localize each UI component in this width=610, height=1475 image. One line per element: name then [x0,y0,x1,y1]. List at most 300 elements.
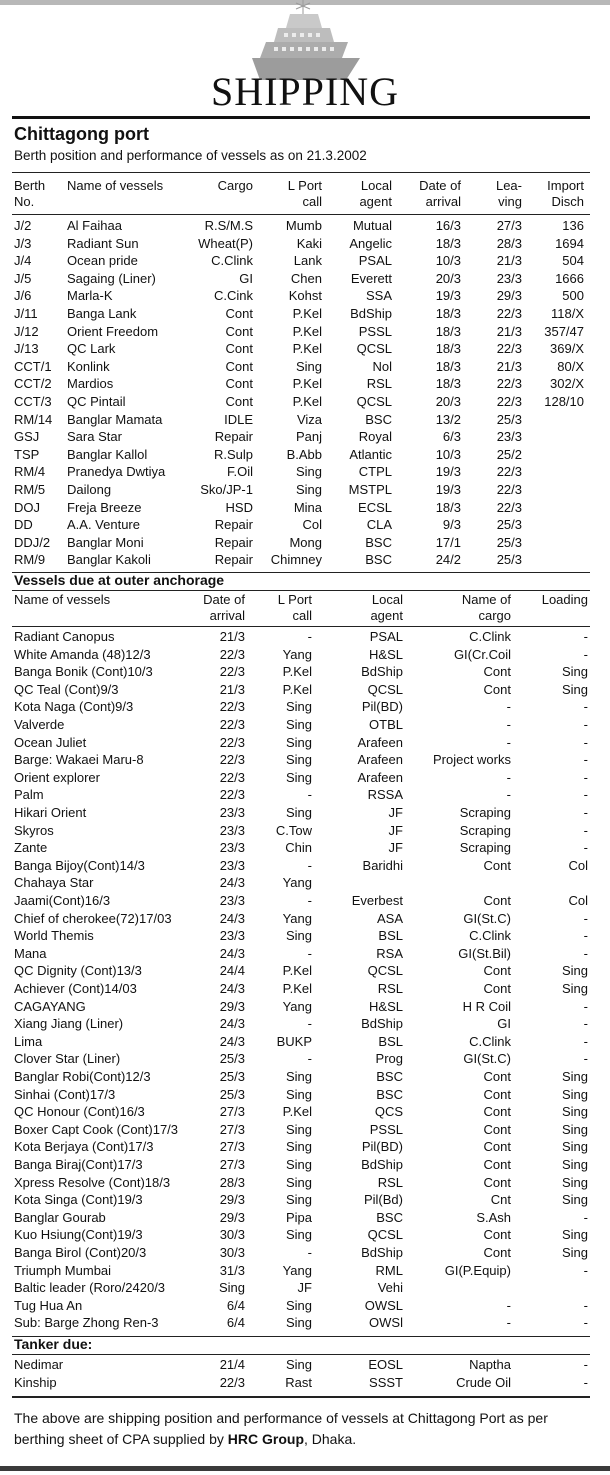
anchorage-cell: Cont [483,1069,511,1084]
anchorage-cell: Zante [14,840,48,856]
berth-cell: 1666 [555,270,584,286]
anchorage-cell: 31/3 [219,1262,245,1278]
anchorage-cell: BSC [376,1209,403,1225]
berth-cell: R.Sulp [213,446,253,462]
berth-cell: PSAL [358,253,392,269]
rule [12,590,590,591]
anchorage-cell: 22/3 [219,664,245,680]
berth-cell: 21/3 [496,358,522,374]
berth-cell: 19/3 [435,288,461,304]
anchorage-cell: GI(St.C) [463,1051,511,1067]
anchorage-cell: JF [388,805,403,820]
berth-cell: 18/3 [435,376,461,392]
anchorage-cell: Banga Biraj(Cont)17/3 [14,1157,143,1172]
anchorage-cell: BdShip [361,1157,403,1172]
berth-cell: 23/3 [496,429,522,445]
anchorage-cell: Cont [483,981,511,996]
berth-cell: CCT/2 [14,376,52,392]
anchorage-cell: QCSL [367,963,403,979]
berth-cell: Konlink [67,358,110,374]
anchorage-cell: Chin [285,840,312,856]
anchorage-cell: Mana [14,945,47,961]
berth-cell: Cont [225,394,253,409]
anchorage-cell: 21/3 [219,681,245,697]
anchorage-cell: Sing [285,1297,312,1313]
anchorage-cell: Sing [561,1157,588,1172]
berth-cell: Angelic [349,235,392,251]
berth-cell: IDLE [224,411,253,427]
anchorage-header-cell: Local [371,592,403,607]
berth-cell: 13/2 [435,411,461,427]
anchorage-cell: - [583,805,588,820]
anchorage-cell: - [583,1033,588,1049]
anchorage-cell: - [583,998,588,1014]
anchorage-cell: C.Clink [469,1033,511,1049]
anchorage-cell: Xpress Resolve (Cont)18/3 [14,1174,171,1190]
berth-cell: R.S/M.S [204,218,253,233]
berth-cell: Mina [293,499,322,515]
anchorage-cell: Triumph Mumbai [14,1262,112,1278]
anchorage-cell: P.Kel [282,681,312,697]
anchorage-cell: Sing [561,1069,588,1084]
anchorage-cell: Barge: Wakaei Maru-8 [14,752,144,768]
berth-cell: 10/3 [435,253,461,269]
berth-cell: Banga Lank [67,306,137,321]
anchorage-cell: Sing [285,752,312,768]
berth-cell: Marla-K [67,288,113,304]
anchorage-cell: Sing [561,1192,588,1208]
tanker-cell: SSST [369,1374,403,1390]
berth-cell: 504 [562,253,584,269]
anchorage-cell: 25/3 [219,1051,245,1067]
berth-cell: Ocean pride [67,253,138,269]
anchorage-cell: - [506,699,511,715]
anchorage-heading: Vessels due at outer anchorage [14,572,225,588]
anchorage-cell: P.Kel [282,664,312,680]
footnote-text-end: , Dhaka. [304,1431,357,1447]
anchorage-cell: BSL [378,928,403,944]
anchorage-cell: - [583,1297,588,1313]
anchorage-cell: Sing [561,1139,588,1155]
berth-cell: 27/3 [496,218,522,233]
berth-cell: 25/3 [496,534,522,550]
anchorage-cell: Sing [285,928,312,944]
berth-header-cell: Name of vessels [67,178,164,193]
berth-cell: 18/3 [435,499,461,515]
berth-cell: RM/5 [14,482,46,497]
berth-cell: SSA [365,288,392,304]
tanker-cell: EOSL [368,1357,403,1372]
berth-cell: 22/3 [496,499,522,515]
rule [12,172,590,173]
berth-cell: Mardios [67,376,114,392]
berth-cell: 302/X [550,376,584,392]
anchorage-cell: Sing [285,1315,312,1331]
anchorage-cell: - [583,928,588,944]
anchorage-cell: 22/3 [219,752,245,768]
anchorage-cell: Ocean Juliet [14,734,87,750]
anchorage-cell: Xiang Jiang (Liner) [14,1016,124,1032]
anchorage-cell: RSSA [367,787,403,803]
anchorage-cell: 23/3 [219,840,245,856]
anchorage-cell: Cont [483,1227,511,1243]
berth-cell: Freja Breeze [67,499,142,515]
berth-cell: MSTPL [348,482,392,497]
anchorage-cell: - [506,1297,511,1313]
berth-cell: Panj [295,429,322,445]
berth-cell: DDJ/2 [14,534,51,550]
berth-cell: QCSL [356,341,392,357]
anchorage-cell: Sing [285,1227,312,1243]
anchorage-cell: Valverde [14,717,65,732]
anchorage-cell: QC Teal (Cont)9/3 [14,681,119,697]
berth-cell: Kohst [288,288,322,304]
anchorage-cell: - [307,1016,312,1032]
berth-cell: Banglar Moni [67,534,144,550]
berth-cell: 19/3 [435,482,461,497]
anchorage-cell: 24/3 [219,981,245,996]
anchorage-cell: Scraping [459,840,511,856]
anchorage-cell: Boxer Capt Cook (Cont)17/3 [14,1121,179,1137]
anchorage-cell: BUKP [276,1033,312,1049]
berth-cell: 22/3 [496,482,522,497]
footnote-company: HRC Group [227,1431,304,1447]
anchorage-cell: Jaami(Cont)16/3 [14,893,111,908]
anchorage-cell: 22/3 [219,717,245,732]
anchorage-cell: 27/3 [219,1139,245,1155]
anchorage-header-cell: cargo [478,608,511,623]
berth-cell: J/6 [14,288,32,304]
berth-cell: 25/3 [496,552,522,568]
anchorage-cell: 23/3 [219,857,245,873]
anchorage-cell: Yang [282,910,312,926]
anchorage-cell: 22/3 [219,646,245,662]
anchorage-cell: Col [568,893,588,908]
anchorage-cell: Yang [282,998,312,1014]
anchorage-cell: Sing [285,1121,312,1137]
anchorage-cell: RSA [376,945,403,961]
berth-cell: BSC [365,552,392,568]
anchorage-cell: Cont [483,1157,511,1172]
anchorage-cell: Cont [483,1174,511,1190]
anchorage-cell: Pil(BD) [361,1139,403,1155]
berth-cell: F.Oil [227,464,253,480]
anchorage-cell: BSL [378,1033,403,1049]
anchorage-cell: BdShip [361,1016,403,1032]
berth-cell: Sara Star [67,429,122,445]
berth-cell: 22/3 [496,306,522,321]
anchorage-cell: Sing [218,1280,245,1296]
anchorage-cell: C.Clink [469,629,511,644]
berth-cell: 24/2 [435,552,461,568]
anchorage-header-cell: arrival [209,608,245,623]
anchorage-cell: Cnt [490,1192,511,1208]
rule [12,1396,590,1398]
anchorage-cell: Cont [483,963,511,979]
anchorage-cell: Skyros [14,822,54,838]
berth-cell: Everett [350,270,392,286]
berth-cell: J/4 [14,253,32,269]
anchorage-cell: Lima [14,1033,43,1049]
anchorage-cell: H&SL [369,646,403,662]
berth-cell: C.Cink [213,288,253,304]
page-title: SHIPPING [210,69,400,114]
tanker-cell: Kinship [14,1374,57,1390]
anchorage-cell: PSAL [369,629,403,644]
anchorage-cell: Kuo Hsiung(Cont)19/3 [14,1227,143,1243]
berth-cell: Repair [214,517,253,533]
berth-cell: C.Clink [211,253,253,269]
anchorage-cell: Sinhai (Cont)17/3 [14,1086,116,1102]
berth-cell: Repair [214,429,253,445]
anchorage-cell: - [506,787,511,803]
anchorage-cell: - [307,787,312,803]
anchorage-cell: Clover Star (Liner) [14,1051,121,1067]
berth-cell: HSD [225,499,253,515]
berth-cell: B.Abb [286,446,322,462]
berth-cell: 369/X [550,341,584,357]
berth-cell: Viza [296,411,322,427]
anchorage-cell: White Amanda (48)12/3 [14,646,151,662]
berth-cell: Banglar Kallol [67,446,148,462]
berth-cell: GI [239,270,253,286]
anchorage-cell: Scraping [459,822,511,838]
tanker-heading: Tanker due: [14,1336,93,1352]
anchorage-cell: - [583,1315,588,1331]
anchorage-cell: Banglar Gourab [14,1209,106,1225]
anchorage-cell: RML [375,1262,403,1278]
berth-cell: 22/3 [496,394,522,409]
berth-cell: 18/3 [435,323,461,339]
anchorage-cell: Orient explorer [14,769,100,785]
berth-cell: CCT/3 [14,394,52,409]
berth-header-cell: arrival [425,194,461,209]
anchorage-cell: 22/3 [219,787,245,803]
rule [12,214,590,215]
berth-cell: 18/3 [435,306,461,321]
anchorage-cell: BSC [376,1069,403,1084]
berth-header-cell: agent [359,194,392,209]
berth-cell: J/5 [14,270,32,286]
anchorage-cell: - [307,893,312,908]
berth-cell: 28/3 [496,235,522,251]
anchorage-cell: BSC [376,1086,403,1102]
berth-cell: 1694 [555,235,584,251]
berth-cell: Sagaing (Liner) [67,270,156,286]
berth-cell: Mong [289,534,322,550]
anchorage-cell: Sing [285,717,312,732]
berth-cell: Repair [214,552,253,568]
berth-cell: 128/10 [544,394,584,409]
berth-cell: 25/3 [496,517,522,533]
anchorage-cell: Sing [285,1069,312,1084]
berth-cell: J/11 [14,306,38,321]
anchorage-cell: GI(St.C) [463,910,511,926]
berth-cell: J/13 [14,341,39,357]
title-rule [12,116,590,119]
anchorage-cell: BdShip [361,1245,403,1260]
anchorage-cell: - [583,1016,588,1032]
anchorage-cell: Sing [285,1086,312,1102]
anchorage-cell: JF [388,840,403,856]
anchorage-cell: 29/3 [219,1209,245,1225]
anchorage-cell: Sing [561,1227,588,1243]
berth-cell: 22/3 [496,464,522,480]
anchorage-cell: QC Dignity (Cont)13/3 [14,963,142,979]
anchorage-cell: Everbest [351,893,403,908]
berth-cell: ECSL [358,499,392,515]
anchorage-cell: Prog [375,1051,403,1067]
tanker-cell: 22/3 [219,1374,245,1390]
anchorage-cell: Cont [483,1104,511,1120]
anchorage-cell: - [583,646,588,662]
anchorage-cell: GI(Cr.Coil [453,646,511,662]
berth-cell: CTPL [358,464,392,480]
anchorage-cell: Achiever (Cont)14/03 [14,981,137,996]
anchorage-cell: - [583,734,588,750]
berth-cell: 17/1 [435,534,461,550]
anchorage-cell: JF [388,822,403,838]
tanker-cell: Sing [285,1357,312,1372]
anchorage-cell: - [307,629,312,644]
berth-cell: P.Kel [292,376,322,392]
berth-cell: RM/9 [14,552,46,568]
anchorage-cell: Sing [285,1192,312,1208]
anchorage-cell: 24/3 [219,910,245,926]
anchorage-cell: Arafeen [357,752,403,768]
anchorage-cell: Sing [285,1157,312,1172]
berth-cell: 6/3 [442,429,461,445]
anchorage-cell: QC Honour (Cont)16/3 [14,1104,145,1120]
anchorage-cell: 24/3 [219,875,245,891]
berth-cell: Atlantic [349,446,392,462]
anchorage-cell: 27/3 [219,1157,245,1172]
anchorage-cell: Sing [561,963,588,979]
anchorage-cell: 6/4 [226,1297,245,1313]
anchorage-cell: - [307,945,312,961]
subtitle: Berth position and performance of vessels as on 21.3.2002 [14,148,367,163]
anchorage-cell: H R Coil [462,998,511,1014]
berth-cell: Banglar Kakoli [67,552,151,568]
tanker-cell: - [583,1374,588,1390]
tanker-cell: Nedimar [14,1357,64,1372]
anchorage-cell: - [307,857,312,873]
anchorage-cell: 28/3 [219,1174,245,1190]
anchorage-cell: - [583,629,588,644]
berth-cell: 19/3 [435,464,461,480]
anchorage-cell: RSL [377,1174,403,1190]
anchorage-cell: Radiant Canopus [14,629,115,644]
anchorage-cell: 22/3 [219,699,245,715]
anchorage-cell: - [583,1051,588,1067]
anchorage-cell: Sing [561,664,588,680]
berth-cell: Mutual [352,218,392,233]
berth-cell: Al Faihaa [67,218,122,233]
berth-cell: GSJ [14,429,40,445]
berth-cell: 21/3 [496,323,522,339]
anchorage-cell: Sub: Barge Zhong Ren-3 [14,1315,159,1331]
anchorage-cell: 6/4 [226,1315,245,1331]
anchorage-cell: 27/3 [219,1121,245,1137]
berth-cell: 10/3 [435,446,461,462]
anchorage-cell: Yang [282,646,312,662]
anchorage-cell: Baridhi [362,857,403,873]
berth-cell: Lank [293,253,322,269]
anchorage-cell: - [583,1209,588,1225]
anchorage-cell: Project works [432,752,511,768]
berth-cell: QCSL [356,394,392,409]
anchorage-cell: - [583,822,588,838]
berth-header-cell: L Port [287,178,322,193]
berth-header-cell: ving [498,194,522,209]
anchorage-header-cell: Name of [461,592,511,607]
berth-header-cell: Lea- [495,178,522,193]
anchorage-cell: 23/3 [219,928,245,944]
bottom-rule [0,1466,610,1471]
rule [12,626,590,627]
anchorage-cell: - [307,1051,312,1067]
anchorage-cell: 24/4 [219,963,245,979]
anchorage-cell: Palm [14,787,44,803]
anchorage-cell: 22/3 [219,734,245,750]
anchorage-cell: - [583,840,588,856]
anchorage-cell: - [583,752,588,768]
berth-cell: Cont [225,358,253,374]
berth-cell: DOJ [14,499,40,515]
anchorage-cell: World Themis [14,928,94,944]
berth-cell: 9/3 [442,517,461,533]
anchorage-cell: - [506,769,511,785]
anchorage-cell: Chahaya Star [14,875,94,891]
anchorage-cell: Pil(Bd) [363,1192,403,1208]
anchorage-cell: Pil(BD) [361,699,403,715]
anchorage-cell: Vehi [377,1280,403,1296]
anchorage-cell: - [307,1245,312,1260]
berth-cell: 20/3 [435,394,461,409]
berth-cell: 80/X [557,358,584,374]
berth-cell: 18/3 [435,235,461,251]
anchorage-cell: Tug Hua An [14,1297,83,1313]
berth-cell: Chimney [270,552,322,568]
anchorage-cell: Hikari Orient [14,805,87,820]
anchorage-cell: 29/3 [219,1192,245,1208]
berth-cell: Dailong [67,482,112,497]
anchorage-cell: QCSL [367,1227,403,1243]
berth-cell: Radiant Sun [67,235,139,251]
berth-cell: 25/3 [496,411,522,427]
berth-cell: Cont [225,341,253,357]
berth-cell: Royal [358,429,392,445]
berth-cell: CCT/1 [14,358,52,374]
anchorage-cell: Sing [561,1174,588,1190]
berth-cell: P.Kel [292,323,322,339]
berth-cell: QC Pintail [67,394,126,409]
berth-cell: BSC [365,534,392,550]
berth-cell: 500 [562,288,584,304]
berth-header-cell: Date of [419,178,461,193]
berth-cell: Cont [225,306,253,321]
anchorage-cell: Banglar Robi(Cont)12/3 [14,1069,151,1084]
anchorage-cell: - [506,717,511,732]
anchorage-cell: 30/3 [219,1245,245,1260]
berth-header-cell: No. [14,194,35,209]
berth-cell: 21/3 [496,253,522,269]
berth-header-cell: call [302,194,322,209]
berth-cell: Col [302,517,322,533]
anchorage-cell: - [506,1315,511,1331]
anchorage-cell: QCSL [367,681,403,697]
anchorage-cell: 30/3 [219,1227,245,1243]
